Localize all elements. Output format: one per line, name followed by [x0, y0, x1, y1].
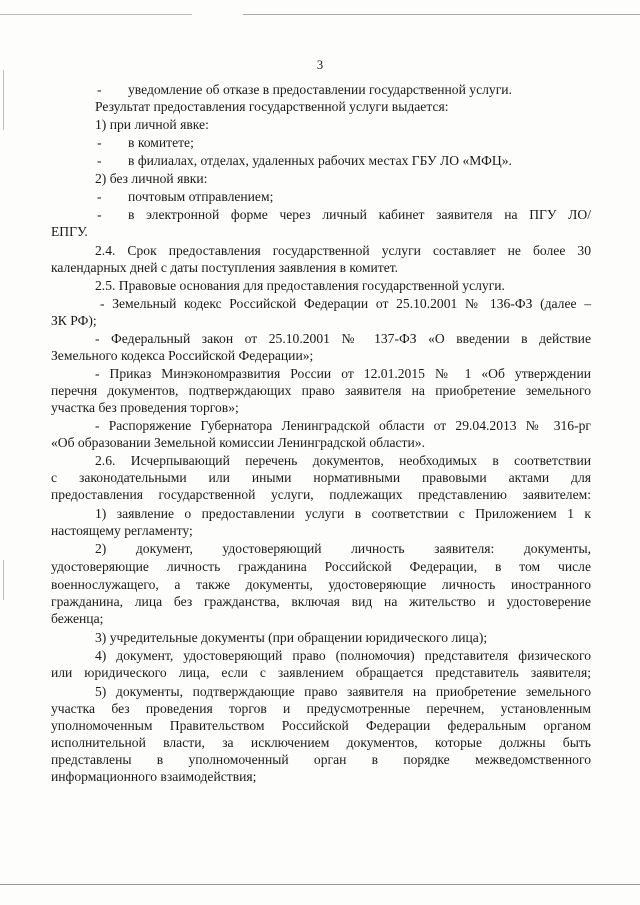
text-line: 1) заявление о предоставлении услуги в соответствии с Приложением 1 к: [95, 506, 591, 521]
text-line: в комитете;: [128, 135, 194, 150]
text-line: или юридического лица, если с заявлением обращается представитель заявителя;: [51, 665, 591, 680]
text-line: уведомление об отказе в предоставлении государственной услуги.: [128, 82, 512, 97]
scan-left-edge-mark: [3, 560, 4, 600]
bullet-dash: -: [97, 153, 102, 168]
bullet-dash: -: [97, 189, 102, 204]
text-line: 4) документ, удостоверяющий право (полномочия) представителя физического: [95, 648, 591, 663]
page-number: 3: [316, 58, 324, 72]
text-line: ЗК РФ);: [51, 313, 97, 328]
text-line: 2) без личной явки:: [95, 171, 208, 186]
text-line: 2) документ, удостоверяющий личность заявителя: документы,: [95, 541, 591, 556]
text-line: участка без проведения торгов и предусмотренные перечнем, установленным: [51, 701, 591, 716]
scan-left-edge-mark: [3, 70, 4, 130]
text-line: 3) учредительные документы (при обращении юридического лица);: [95, 630, 488, 645]
text-line: Земельного кодекса Российской Федерации»;: [51, 348, 314, 363]
text-line: 1) при личной явке:: [95, 117, 209, 132]
text-line: в филиалах, отделах, удаленных рабочих местах ГБУ ЛО «МФЦ».: [128, 153, 512, 168]
text-line: «Об образовании Земельной комиссии Ленинградской области».: [51, 435, 425, 450]
text-line: - Земельный кодекс Российской Федерации от 25.10.2001 № 136-ФЗ (далее –: [100, 296, 591, 311]
bullet-dash: -: [97, 82, 102, 97]
scan-top-edge: [0, 14, 640, 15]
text-line: 2.6. Исчерпывающий перечень документов, необходимых в соответствии: [95, 453, 591, 468]
text-line: исполнительной власти, за исключением документов, которые должны быть: [51, 735, 591, 750]
text-line: календарных дней с даты поступления заявления в комитет.: [51, 260, 399, 275]
text-line: - Приказ Минэкономразвития России от 12.01.2015 № 1 «Об утверждении: [95, 366, 591, 381]
bullet-dash: -: [97, 135, 102, 150]
scan-bottom-edge: [0, 884, 640, 885]
text-line: участка без проведения торгов»;: [51, 400, 239, 415]
text-line: - Федеральный закон от 25.10.2001 № 137-ФЗ «О введении в действие: [95, 331, 591, 346]
text-line: гражданина, лица без гражданства, включая вид на жительство и удостоверение: [51, 594, 591, 609]
text-line: беженца;: [51, 611, 104, 626]
bullet-dash: -: [97, 207, 102, 222]
text-line: информационного взаимодействия;: [51, 769, 257, 784]
text-line: в электронной форме через личный кабинет заявителя на ПГУ ЛО/: [128, 207, 591, 222]
text-line: предоставления государственной услуги, подлежащих представлению заявителем:: [51, 487, 591, 502]
text-line: ЕПГУ.: [51, 224, 88, 239]
text-line: 5) документы, подтверждающие право заявителя на приобретение земельного: [95, 684, 591, 699]
text-line: представлены в уполномоченный орган в порядке межведомственного: [51, 752, 591, 767]
text-line: перечня документов, подтверждающих право заявителя на приобретение земельного: [51, 383, 591, 398]
text-line: 2.5. Правовые основания для предоставления государственной услуги.: [95, 278, 505, 293]
text-line: Результат предоставления государственной услуги выдается:: [95, 99, 449, 114]
text-line: удостоверяющие личность гражданина Российской Федерации, в том числе: [51, 559, 591, 574]
text-line: настоящему регламенту;: [51, 523, 193, 538]
text-line: - Распоряжение Губернатора Ленинградской области от 29.04.2013 № 316-рг: [95, 418, 591, 433]
text-line: с законодательными или иными нормативными правовыми актами для: [51, 470, 591, 485]
text-line: уполномоченным Правительством Российской Федерации федеральным органом: [51, 718, 591, 733]
text-line: 2.4. Срок предоставления государственной услуги составляет не более 30: [95, 243, 591, 258]
text-line: почтовым отправлением;: [128, 189, 274, 204]
text-line: военнослужащего, а также документы, удостоверяющие личность иностранного: [51, 577, 591, 592]
